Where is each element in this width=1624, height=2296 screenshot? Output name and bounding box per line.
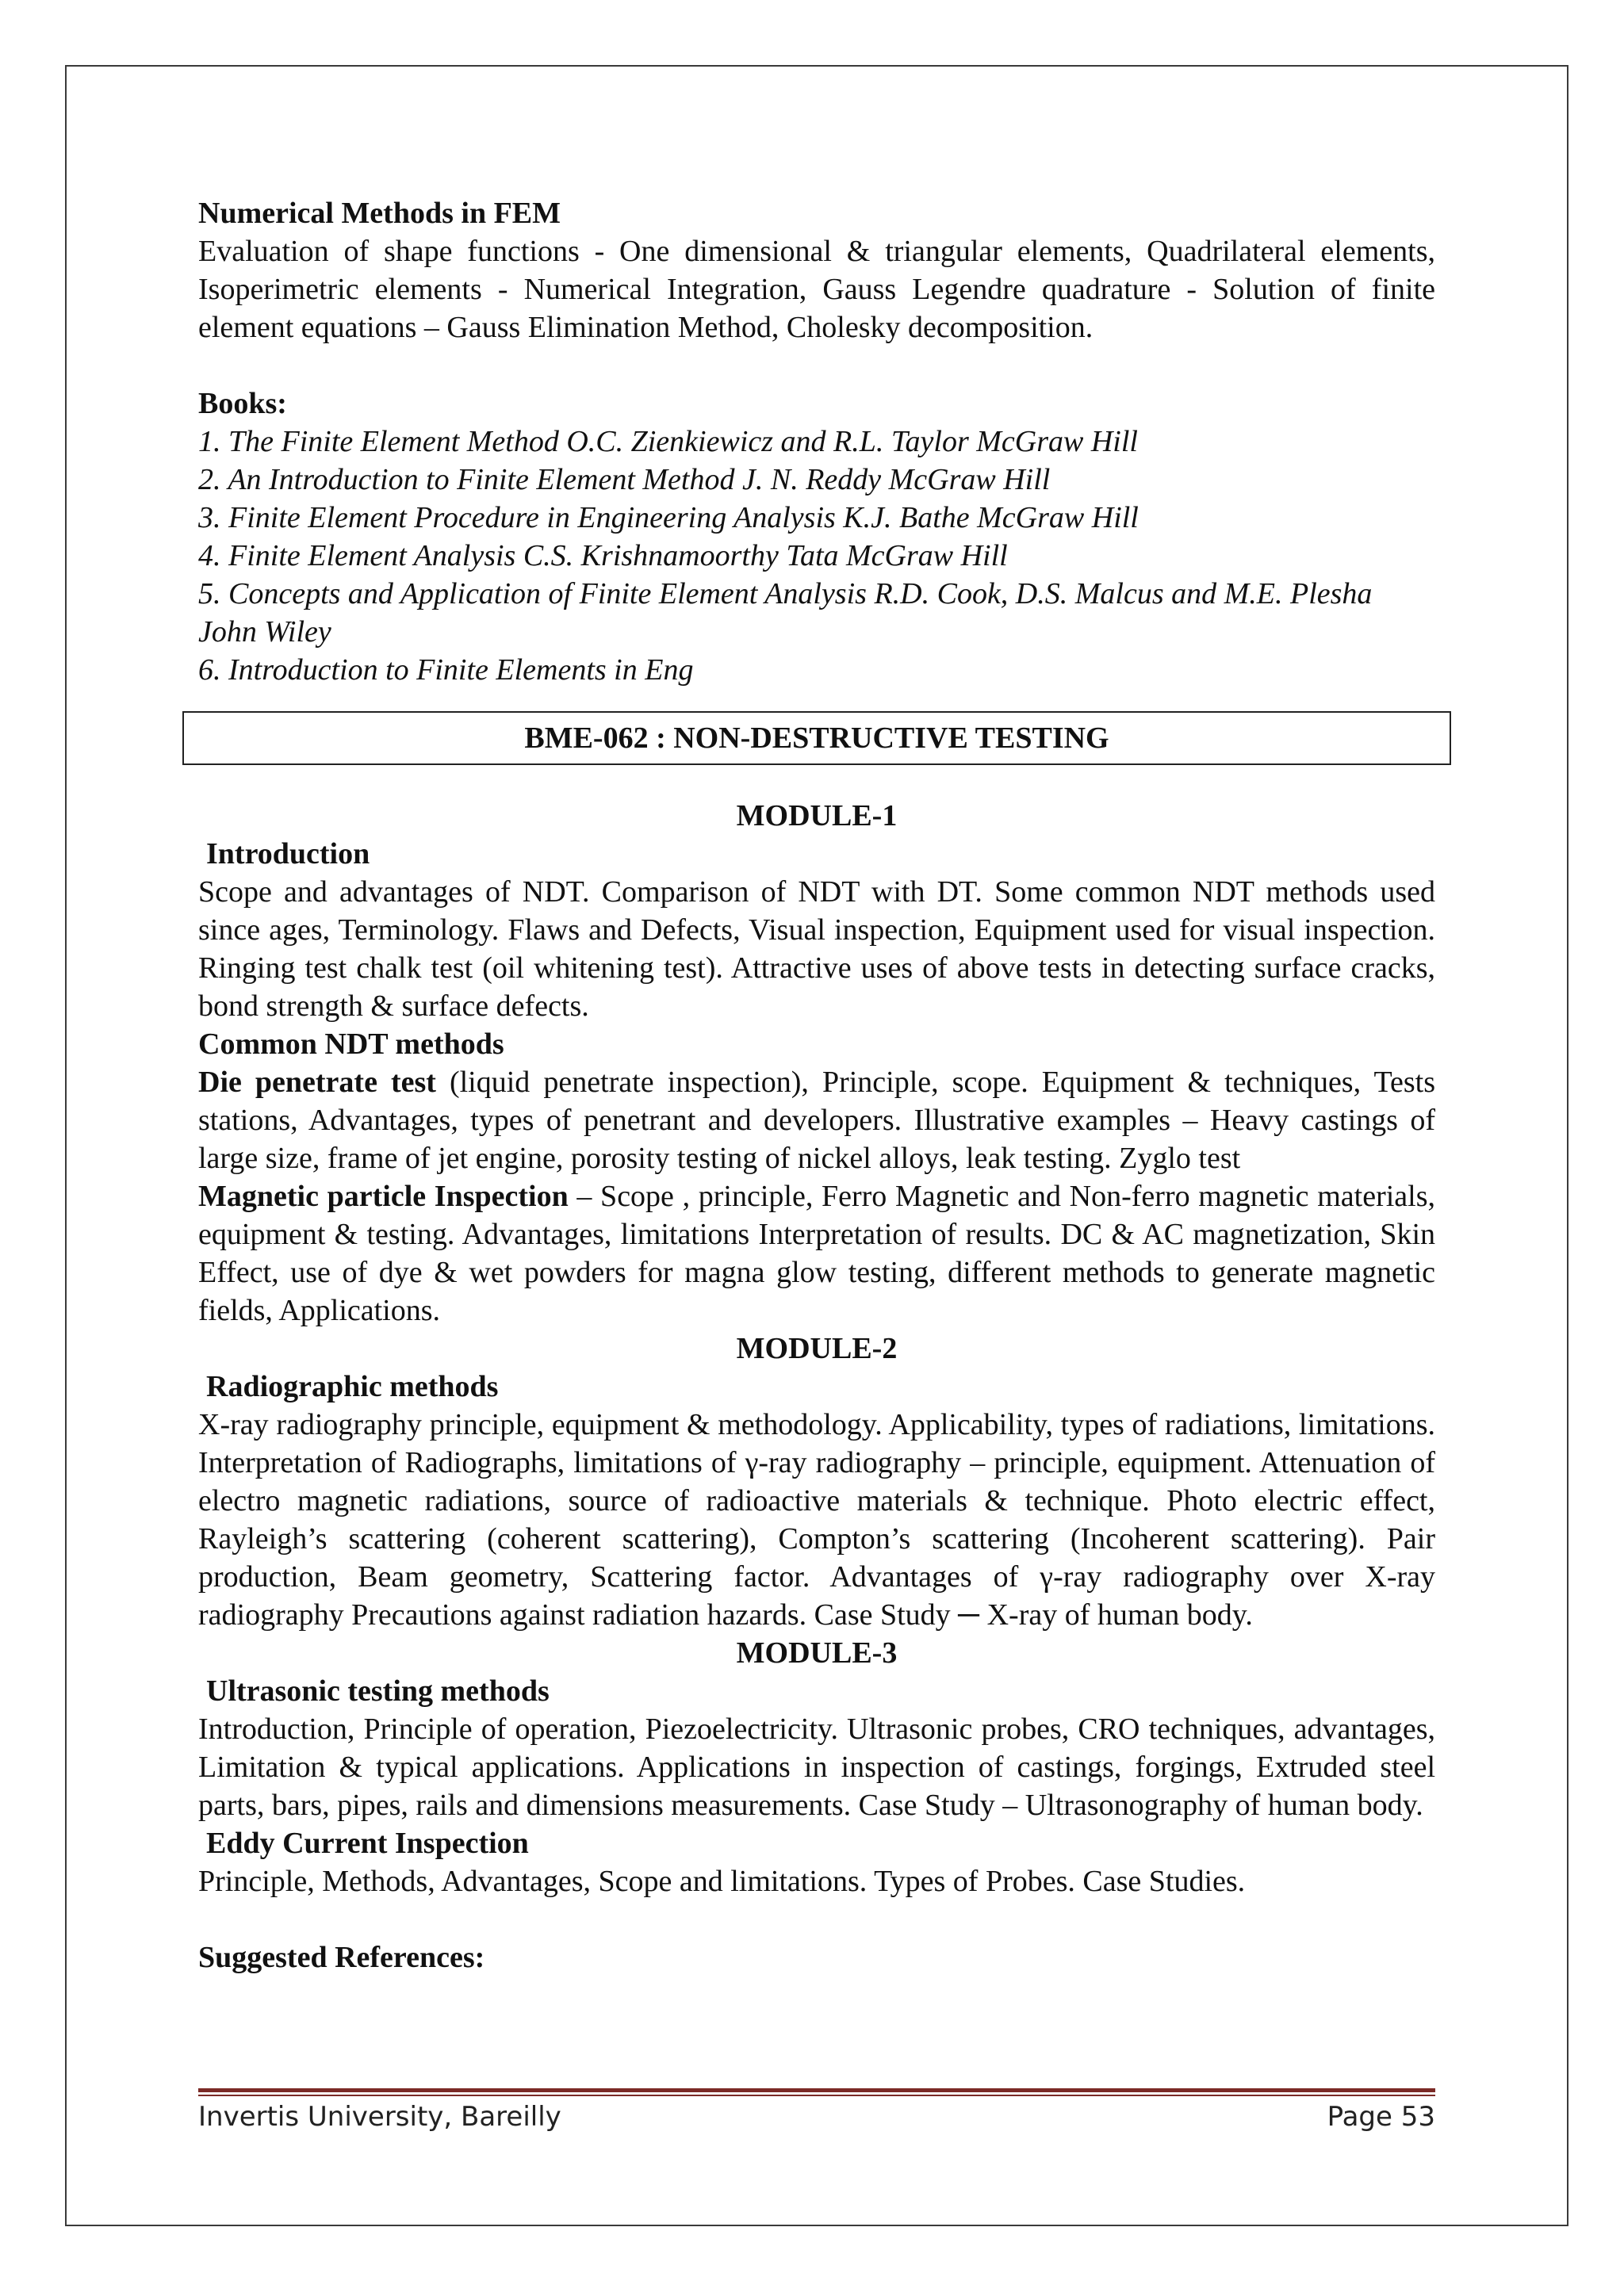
radiographic-heading: Radiographic methods — [206, 1370, 499, 1403]
eddy-current-text: Principle, Methods, Advantages, Scope and limitations. Types of Probes. Case Studies. — [198, 1865, 1246, 1898]
footer-rule — [198, 2088, 1435, 2096]
book-item: 5. Concepts and Application of Finite Element Analysis R.D. Cook, D.S. Malcus and M.E. Plesha John Wiley — [198, 577, 1373, 649]
spacer — [198, 1900, 1435, 1938]
die-penetrate-text: (liquid penetrate inspection), Principle, scope. Equipment & techniques, Tests stations, Advantages, types of penetrant and developers. Illustrative examples – Heavy castings of large size, frame of jet engine, porosity testing of nickel alloys, leak testing. Zyglo test — [198, 1066, 1435, 1175]
spacer — [198, 346, 1435, 385]
fem-text: Evaluation of shape functions - One dimensional & triangular elements, Quadrilateral elements, Isoperimetric elements - Numerical Integration, Gauss Legendre quadrature - Solution of finite element equations – Gauss Elimination Method, Cholesky decomposition. — [198, 235, 1435, 344]
die-penetrate-paragraph — [198, 1063, 1435, 1177]
magnetic-particle-text: – Scope , principle, Ferro Magnetic and Non-ferro magnetic materials, equipment & testing. Advantages, limitations Interpretation of results. DC & AC magnetization, Skin Effect, use of dye & wet powders for magna glow testing, different methods to generate magnetic fields, Applications. — [198, 1180, 1435, 1327]
book-item: 3. Finite Element Procedure in Engineering Analysis K.J. Bathe McGraw Hill — [198, 501, 1139, 534]
magnetic-particle-label: Magnetic particle Inspection — [198, 1180, 569, 1213]
module2-title: MODULE-2 — [736, 1332, 898, 1365]
document-content — [198, 194, 1435, 1976]
introduction-text: Scope and advantages of NDT. Comparison of NDT with DT. Some common NDT methods used since ages, Terminology. Flaws and Defects, Visual inspection, Equipment used for visual inspection. Ringing test chalk test (oil whitening test). Attractive uses of above tests in detecting surface cracks, bond strength & surface defects. — [198, 875, 1435, 1023]
ultrasonic-text: Introduction, Principle of operation, Piezoelectricity. Ultrasonic probes, CRO techniques, advantages, Limitation & typical applications. Applications in inspection of castings, forgings, Extruded steel parts, bars, pipes, rails and dimensions measurements. Case Study – Ultrasonography of human body. — [198, 1712, 1435, 1822]
eddy-current-heading: Eddy Current Inspection — [206, 1827, 529, 1860]
book-item: 1. The Finite Element Method O.C. Zienkiewicz and R.L. Taylor McGraw Hill — [198, 425, 1138, 458]
module1-title: MODULE-1 — [736, 799, 898, 832]
magnetic-particle-paragraph — [198, 1177, 1435, 1330]
ultrasonic-heading: Ultrasonic testing methods — [206, 1674, 550, 1708]
course-title: BME-062 : NON-DESTRUCTIVE TESTING — [524, 721, 1109, 755]
book-item: 2. An Introduction to Finite Element Method J. N. Reddy McGraw Hill — [198, 463, 1051, 496]
course-title-box — [182, 711, 1451, 765]
radiographic-text: X-ray radiography principle, equipment & methodology. Applicability, types of radiations, limitations. Interpretation of Radiographs, limitations of γ-ray radiography – principle, equipment. Attenuation of electro magnetic radiations, source of radioactive materials & technique. Photo electric effect, Rayleigh’s scattering (coherent scattering), Compton’s scattering (Incoherent scattering). Pair production, Beam geometry, Scattering factor. Advantages of γ-ray radiography over X-ray radiography Precautions against radiation hazards. Case Study ─ X-ray of human body. — [198, 1408, 1435, 1632]
common-ndt-heading: Common NDT methods — [198, 1027, 504, 1061]
suggested-references-heading: Suggested References: — [198, 1941, 485, 1974]
introduction-heading: Introduction — [206, 837, 370, 871]
module3-title: MODULE-3 — [736, 1636, 898, 1670]
fem-heading: Numerical Methods in FEM — [198, 197, 561, 230]
books-list — [198, 423, 1435, 689]
book-item: 4. Finite Element Analysis C.S. Krishnamoorthy Tata McGraw Hill — [198, 539, 1008, 572]
footer-institution: Invertis University, Bareilly — [198, 2101, 561, 2133]
die-penetrate-label: Die penetrate test — [198, 1066, 436, 1099]
page-number: Page 53 — [1327, 2101, 1435, 2133]
page-footer — [198, 2101, 1435, 2133]
books-heading: Books: — [198, 387, 287, 420]
book-item: 6. Introduction to Finite Elements in Eng — [198, 653, 694, 687]
